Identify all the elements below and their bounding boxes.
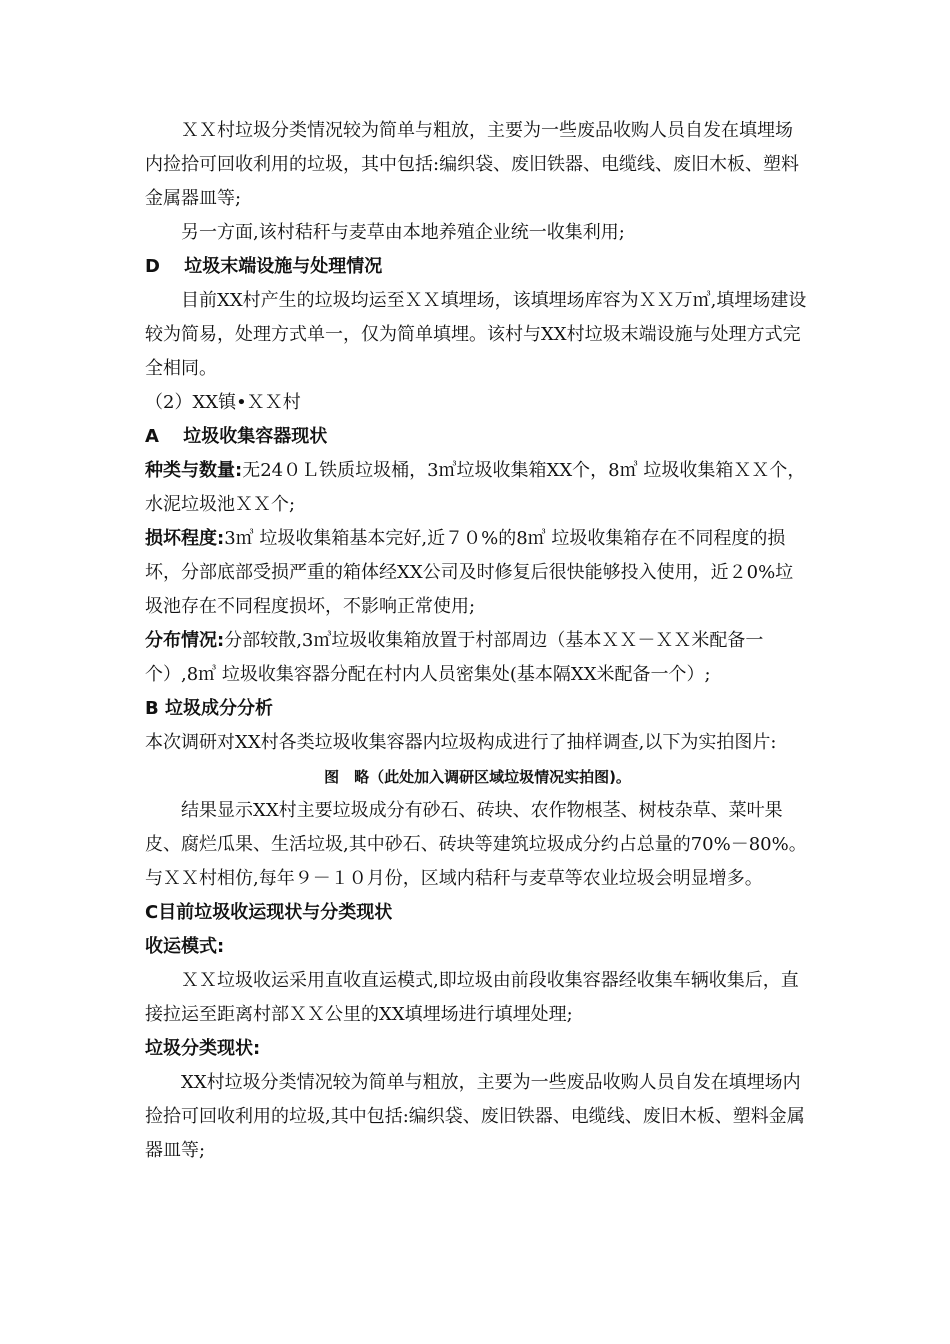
label-damage: 损坏程度: [145, 528, 225, 549]
section-heading-d: D 垃圾末端设施与处理情况 [145, 256, 383, 277]
figure-caption: 图 略（此处加入调研区域垃圾情况实拍图)。 [324, 768, 631, 786]
section-heading-a: A 垃圾收集容器现状 [145, 426, 328, 447]
paragraph: XX村垃圾分类情况较为简单与粗放，主要为一些废品收购人员自发在填埋场内捡拾可回收利用的垃圾,其中包括:编织袋、废旧铁器、电缆线、废旧木板、塑料金属器皿等; [145, 1072, 805, 1161]
label-distribution: 分布情况: [145, 630, 225, 651]
paragraph: 目前XX村产生的垃圾均运至ＸＸ填埋场，该填埋场库容为ＸＸ万㎥,填埋场建设较为简易，处理方式单一，仅为简单填埋。该村与XX村垃圾末端设施与处理方式完全相同。 [145, 290, 807, 379]
label-kind-quantity: 种类与数量: [145, 460, 243, 481]
paragraph-kind-quantity [145, 454, 810, 522]
document-page [145, 114, 810, 1168]
section-heading-b: B 垃圾成分分析 [145, 698, 273, 719]
paragraph: 另一方面,该村秸秆与麦草由本地养殖企业统一收集利用; [181, 222, 625, 243]
paragraph: 本次调研对XX村各类垃圾收集容器内垃圾构成进行了抽样调查,以下为实拍图片: [145, 732, 777, 753]
paragraph: 结果显示XX村主要垃圾成分有砂石、砖块、农作物根茎、树枝杂草、菜叶果皮、腐烂瓜果、生活垃圾,其中砂石、砖块等建筑垃圾成分约占总量的70%－80%。与ＸＸ村相仿,每年９－１０月份，区域内秸秆与麦草等农业垃圾会明显增多。 [145, 800, 807, 889]
paragraph: ＸＸ垃圾收运采用直收直运模式,即垃圾由前段收集容器经收集车辆收集后，直接拉运至距离村部ＸＸ公里的XX填埋场进行填埋处理; [145, 970, 799, 1025]
label-sorting-status: 垃圾分类现状: [145, 1038, 261, 1059]
text-kind-quantity: 无24０Ｌ铁质垃圾桶，3㎥垃圾收集箱XX个，8㎥ 垃圾收集箱ＸＸ个，水泥垃圾池ＸＸ个; [145, 460, 806, 515]
text-damage: 3㎥ 垃圾收集箱基本完好,近７０%的8㎥ 垃圾收集箱存在不同程度的损坏，分部底部受损严重的箱体经XX公司及时修复后很快能够投入使用，近２0%垃圾池存在不同程度损坏，不影响正常使用; [145, 528, 794, 617]
text-distribution: 分部较散,3㎥垃圾收集箱放置于村部周边（基本ＸＸ－ＸＸ米配备一个）,8㎥ 垃圾收集容器分配在村内人员密集处(基本隔XX米配备一个）; [145, 630, 764, 685]
paragraph: ＸＸ村垃圾分类情况较为简单与粗放，主要为一些废品收购人员自发在填埋场内捡拾可回收利用的垃圾，其中包括:编织袋、废旧铁器、电缆线、废旧木板、塑料金属器皿等; [145, 120, 800, 209]
paragraph-distribution [145, 624, 810, 692]
label-collection-mode: 收运模式: [145, 936, 225, 957]
section-heading-c: C目前垃圾收运现状与分类现状 [145, 902, 393, 923]
paragraph-damage [145, 522, 810, 624]
subsection-title: （2）XX镇•ＸＸ村 [145, 392, 301, 413]
